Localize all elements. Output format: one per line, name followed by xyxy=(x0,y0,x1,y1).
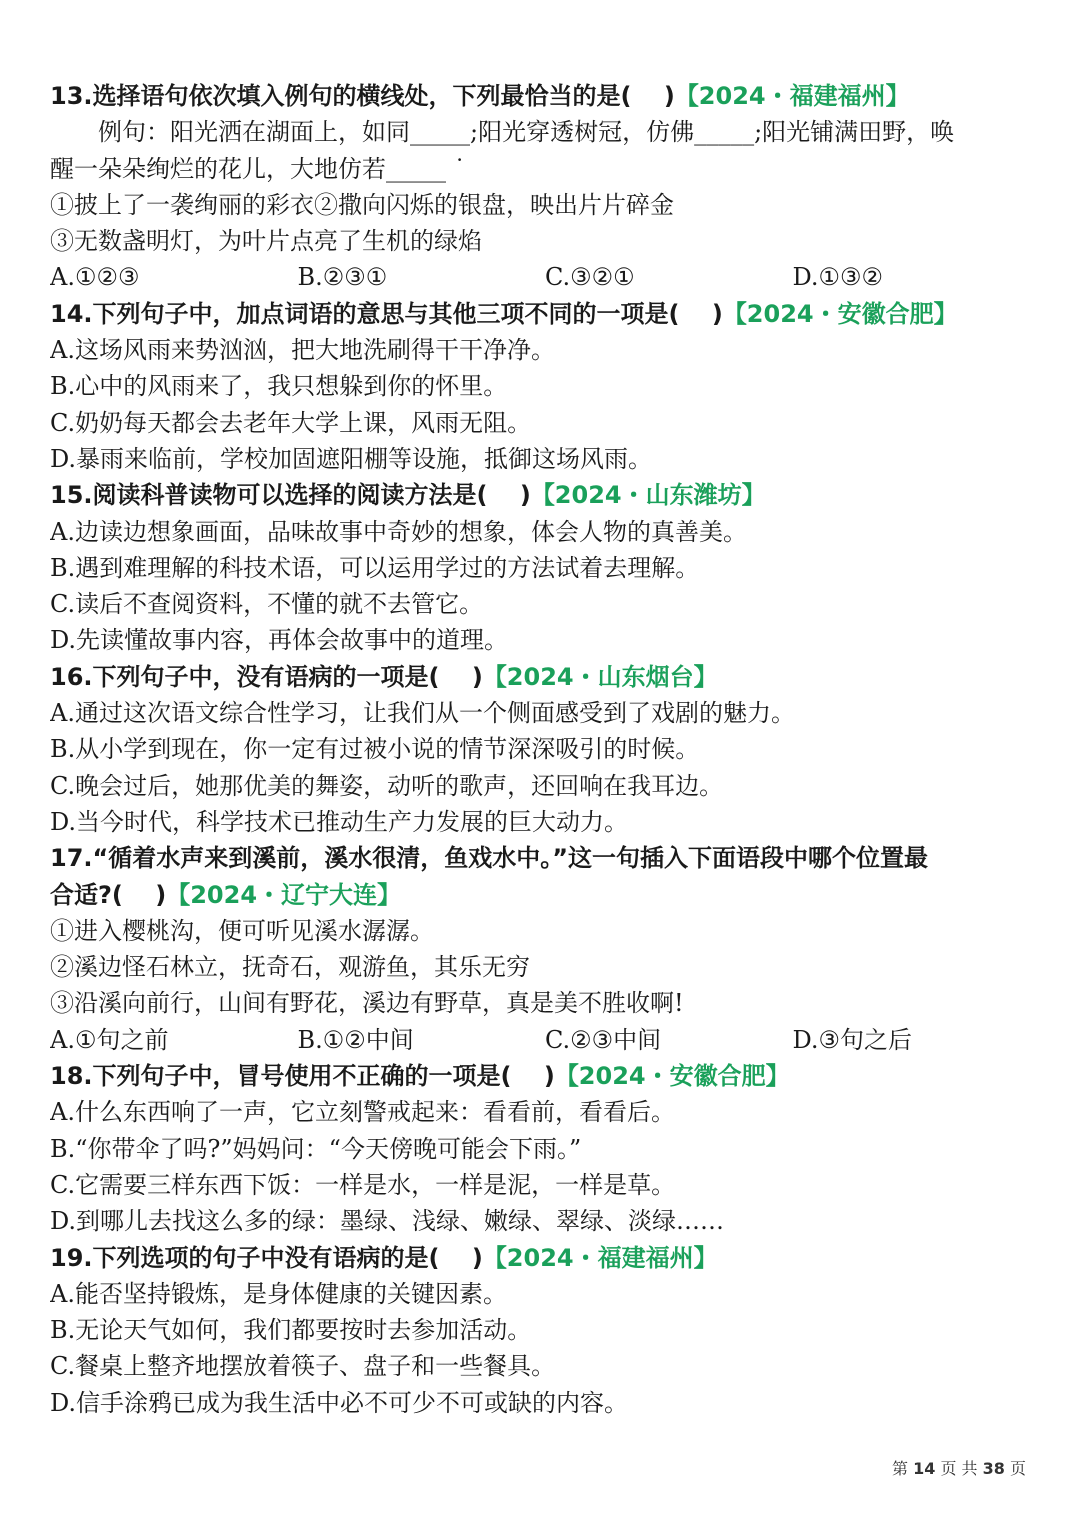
option-b: B.“你带伞了吗?”妈妈问：“今天傍晚可能会下雨。” xyxy=(50,1134,582,1163)
option-a: A.什么东西响了一声，它立刻警戒起来：看看前，看看后。 xyxy=(50,1098,675,1127)
question-13-stem xyxy=(50,78,1040,114)
option-c: C.它需要三样东西下饭：一样是水，一样是泥，一样是草。 xyxy=(50,1170,676,1199)
question-17-passage-line: ①进入樱桃沟，便可听见溪水潺潺。 xyxy=(50,916,434,945)
page-suffix: 页 xyxy=(1009,1459,1026,1478)
question-stem-text: 15.阅读科普读物可以选择的阅读方法是( ) xyxy=(50,481,531,510)
question-stem-text: 19.下列选项的句子中没有语病的是( ) xyxy=(50,1243,483,1272)
option-b: B.遇到难理解的科技术语，可以运用学过的方法试着去理解。 xyxy=(50,553,700,582)
question-source: 【2024・山东烟台】 xyxy=(482,662,718,691)
option-c: C.读后不查阅资料，不懂的就不去管它。 xyxy=(50,590,484,619)
question-13-example: 例句：阳光洒在湖面上，如同_____;阳光穿透树冠，仿佛_____;阳光铺满田野，唤 xyxy=(98,118,955,147)
question-17-passage-line: ③沿溪向前行，山间有野花，溪边有野草，真是美不胜收啊! xyxy=(50,989,684,1018)
page-number xyxy=(892,1456,1026,1479)
option-b: B.心中的风雨来了，我只想躲到你的怀里。 xyxy=(50,372,508,401)
question-stem-text: 18.下列句子中，冒号使用不正确的一项是( ) xyxy=(50,1062,555,1091)
question-14-stem xyxy=(50,296,1040,332)
option-c: C.餐桌上整齐地摆放着筷子、盘子和一些餐具。 xyxy=(50,1352,556,1381)
option-c: C.②③中间 xyxy=(545,1025,662,1054)
question-source: 【2024・山东潍坊】 xyxy=(530,481,766,510)
question-16-stem xyxy=(50,659,1040,695)
question-stem-text: 17.“循着水声来到溪前，溪水很清，鱼戏水中。”这一句插入下面语段中哪个位置最 xyxy=(50,844,929,873)
option-b: B.①②中间 xyxy=(297,1025,414,1054)
question-source: 【2024・福建福州】 xyxy=(482,1243,718,1272)
question-list xyxy=(50,78,1040,1421)
question-13-example-cont: 醒一朵朵绚烂的花儿，大地仿若_____ ˙ xyxy=(50,154,466,183)
question-source: 【2024・辽宁大连】 xyxy=(166,880,402,909)
question-stem-text: 14.下列句子中，加点词语的意思与其他三项不同的一项是( ) xyxy=(50,299,723,328)
option-c: C.③②① xyxy=(545,263,635,292)
current-page: 14 xyxy=(913,1459,936,1478)
option-a: A.通过这次语文综合性学习，让我们从一个侧面感受到了戏剧的魅力。 xyxy=(50,699,795,728)
option-b: B.无论天气如何，我们都要按时去参加活动。 xyxy=(50,1316,532,1345)
question-17-stem-cont xyxy=(50,877,1040,913)
total-pages: 38 xyxy=(982,1459,1005,1478)
question-17-passage-line: ②溪边怪石林立，抚奇石，观游鱼，其乐无穷 xyxy=(50,953,530,982)
option-d: D.先读懂故事内容，再体会故事中的道理。 xyxy=(50,626,509,655)
option-a: A.边读边想象画面，品味故事中奇妙的想象，体会人物的真善美。 xyxy=(50,517,747,546)
page-middle: 页 共 xyxy=(940,1459,978,1478)
option-d: D.到哪儿去找这么多的绿：墨绿、浅绿、嫩绿、翠绿、淡绿…… xyxy=(50,1207,725,1236)
question-17-stem xyxy=(50,840,1040,876)
question-17-options xyxy=(50,1022,1040,1058)
option-a: A.①句之前 xyxy=(50,1025,169,1054)
question-stem-text: 13.选择语句依次填入例句的横线处，下列最恰当的是( ) xyxy=(50,82,675,110)
question-source: 【2024・安徽合肥】 xyxy=(554,1062,790,1091)
question-stem-text: 16.下列句子中，没有语病的一项是( ) xyxy=(50,662,483,691)
option-b: B.从小学到现在，你一定有过被小说的情节深深吸引的时候。 xyxy=(50,735,700,764)
question-18-stem xyxy=(50,1058,1040,1094)
option-b: B.②③① xyxy=(297,263,388,292)
option-a: A.①②③ xyxy=(50,263,140,292)
question-stem-text: 合适?( ) xyxy=(50,880,167,909)
question-source: 【2024・福建福州】 xyxy=(674,82,910,110)
option-d: D.当今时代，科学技术已推动生产力发展的巨大动力。 xyxy=(50,807,629,836)
question-13-options xyxy=(50,259,1040,295)
question-15-stem xyxy=(50,477,1040,513)
option-a: A.这场风雨来势汹汹，把大地洗刷得干干净净。 xyxy=(50,336,555,365)
question-source: 【2024・安徽合肥】 xyxy=(722,299,958,328)
question-13-choice-line: ③无数盏明灯，为叶片点亮了生机的绿焰 xyxy=(50,227,482,256)
option-d: D.暴雨来临前，学校加固遮阳棚等设施，抵御这场风雨。 xyxy=(50,444,653,473)
question-19-stem xyxy=(50,1240,1040,1276)
option-d: D.信手涂鸦已成为我生活中必不可少不可或缺的内容。 xyxy=(50,1388,629,1417)
option-c: C.晚会过后，她那优美的舞姿，动听的歌声，还回响在我耳边。 xyxy=(50,771,724,800)
option-a: A.能否坚持锻炼，是身体健康的关键因素。 xyxy=(50,1279,507,1308)
question-13-choice-line: ①披上了一袭绚丽的彩衣②撒向闪烁的银盘，映出片片碎金 xyxy=(50,190,674,219)
option-d: D.①③② xyxy=(792,263,884,292)
option-c: C.奶奶每天都会去老年大学上课，风雨无阻。 xyxy=(50,408,532,437)
option-d: D.③句之后 xyxy=(792,1025,913,1054)
page-prefix: 第 xyxy=(891,1459,908,1478)
